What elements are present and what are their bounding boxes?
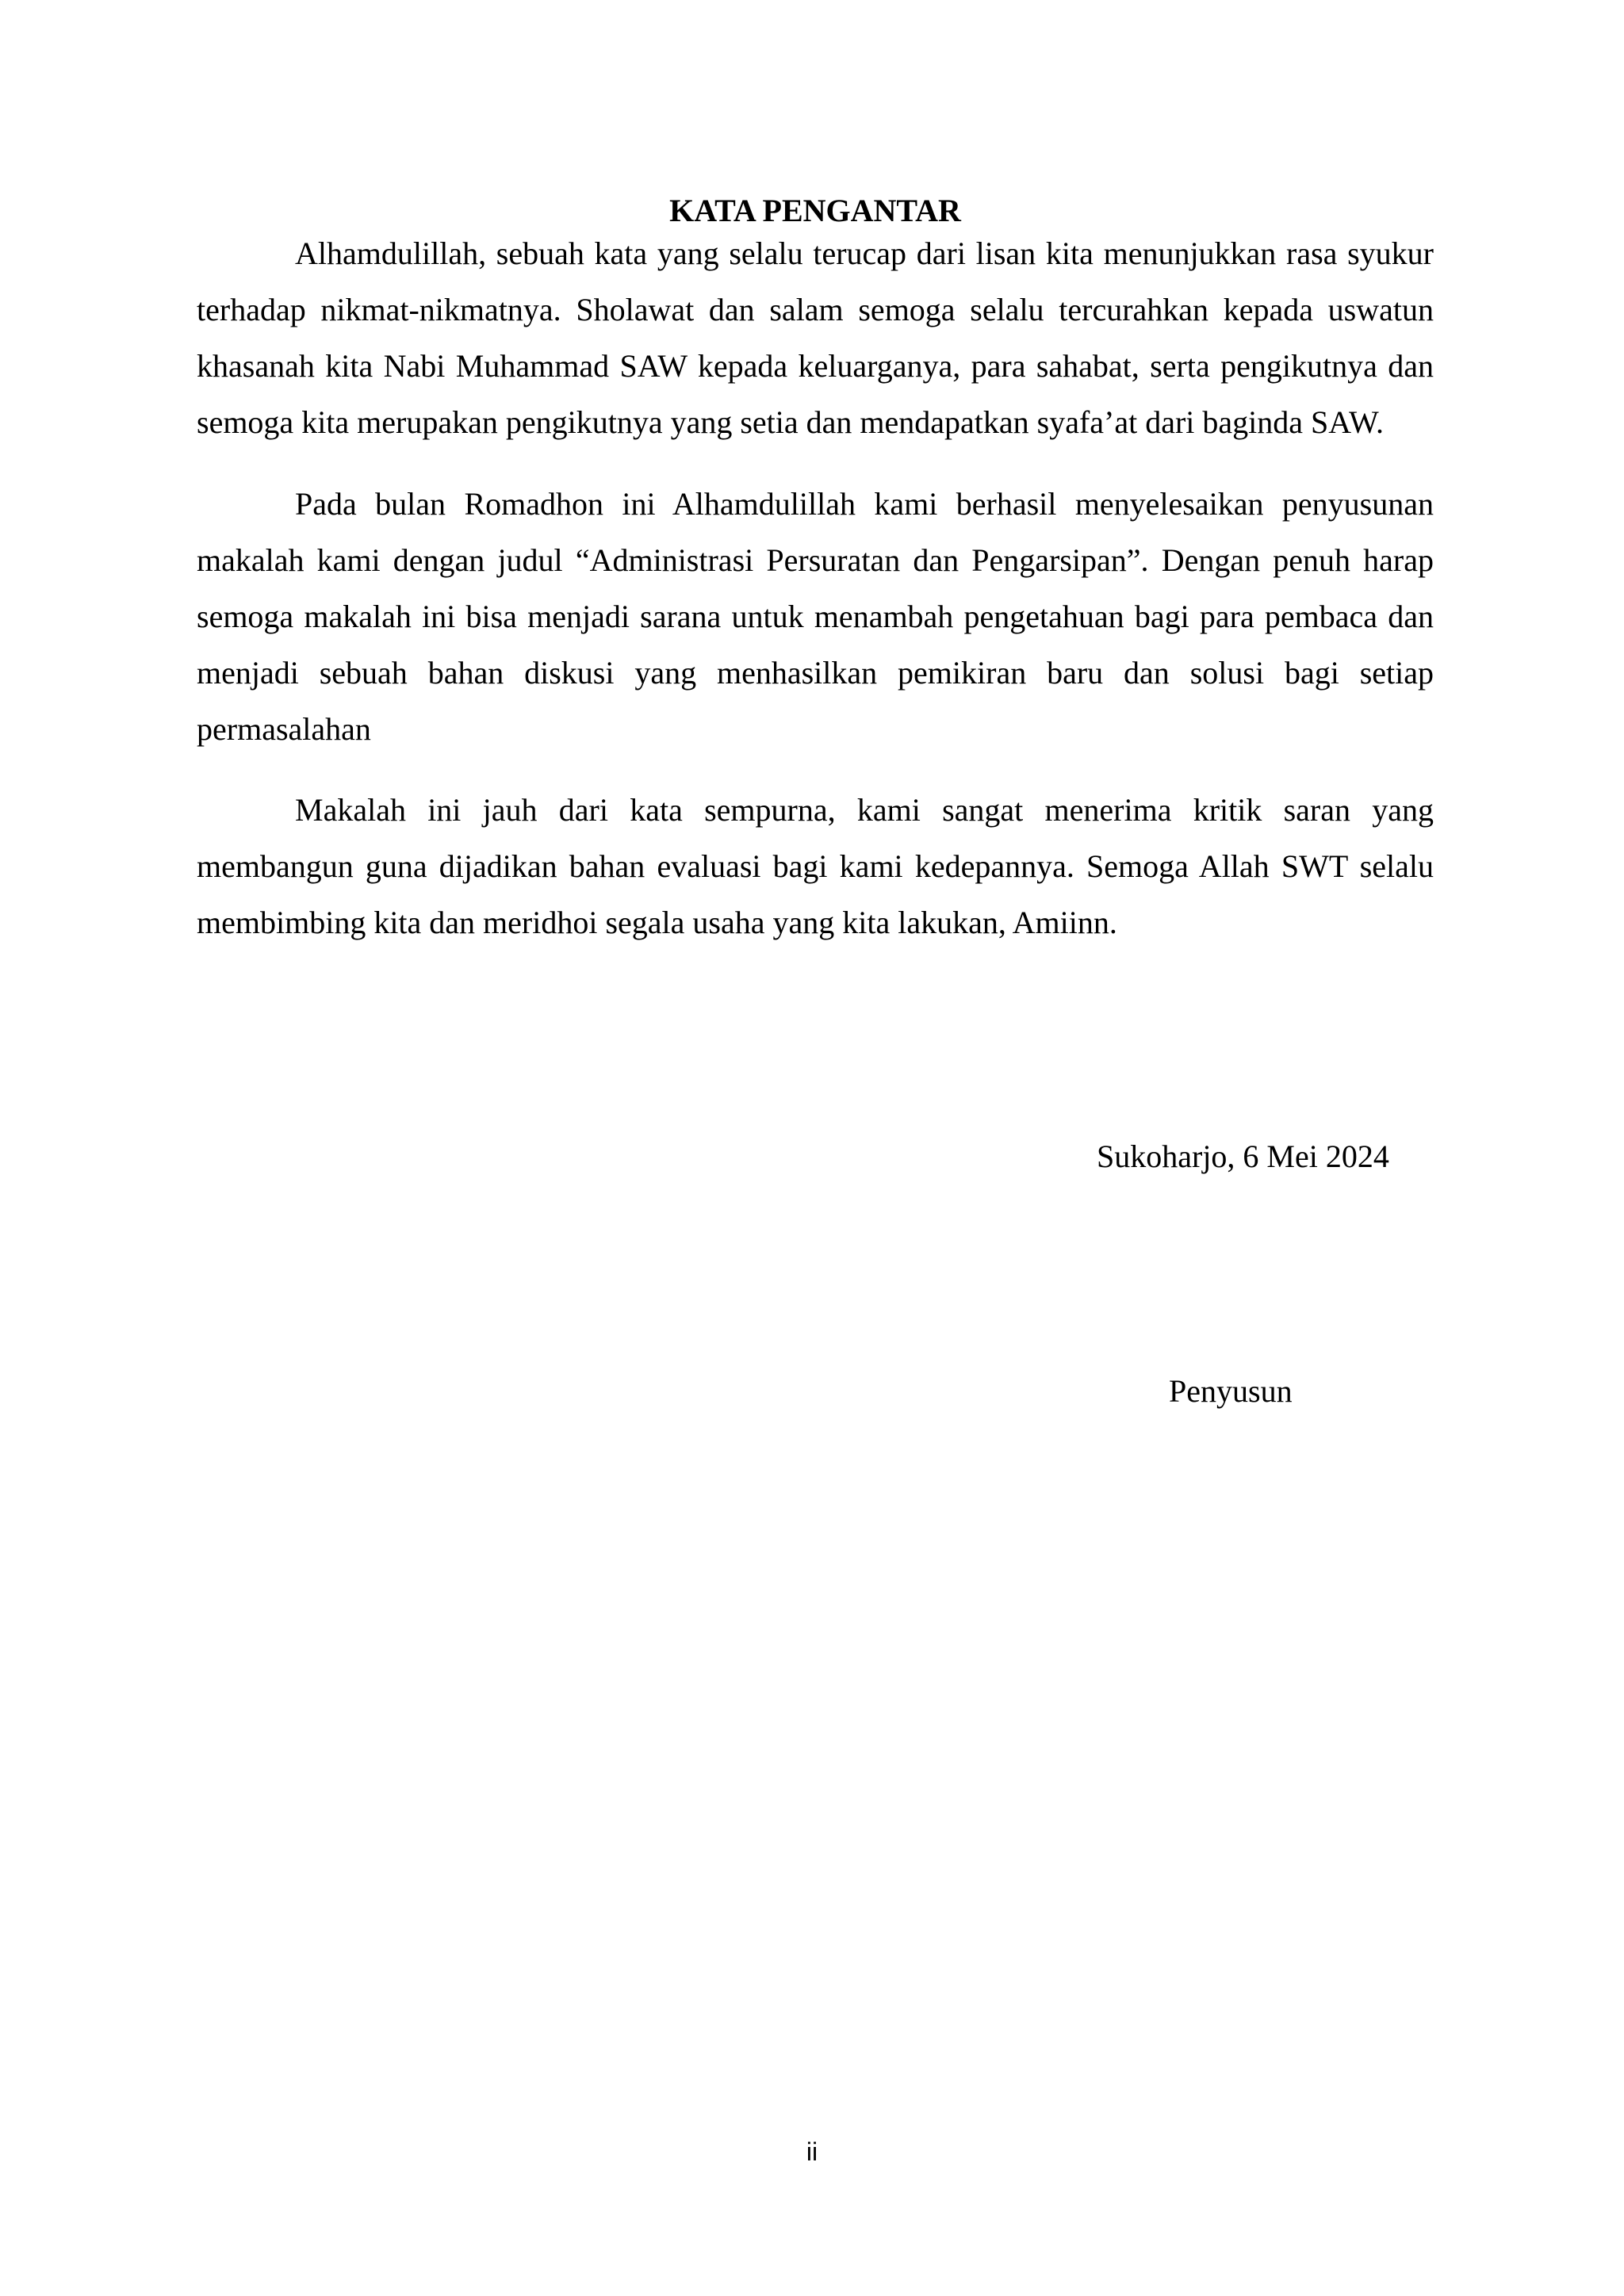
paragraph-1-text: Alhamdulillah, sebuah kata yang selalu terucap dari lisan kita menunjukkan rasa syukur terhadap nikmat-nikmatnya. Sholawat dan salam semoga selalu tercurahkan kepada uswatun khasanah kita Nabi Muhammad SAW kepada keluarganya, para sahabat, serta pengikutnya dan semoga kita merupakan pengikutnya yang setia dan mendapatkan syafa’at dari baginda SAW. [197, 235, 1434, 440]
paragraph-2 [197, 476, 1434, 757]
paragraph-3-text: Makalah ini jauh dari kata sempurna, kami sangat menerima kritik saran yang membangun guna dijadikan bahan evaluasi bagi kami kedepannya. Semoga Allah SWT selalu membimbing kita dan meridhoi segala usaha yang kita lakukan, Amiinn. [197, 792, 1434, 940]
paragraph-1 [197, 225, 1434, 450]
page-title: KATA PENGANTAR [669, 193, 961, 228]
page-number: ii [806, 2137, 818, 2166]
paragraph-3 [197, 782, 1434, 951]
place-and-date: Sukoharjo, 6 Mei 2024 [1097, 1138, 1389, 1174]
paragraph-2-text: Pada bulan Romadhon ini Alhamdulillah kami berhasil menyelesaikan penyusunan makalah kami dengan judul “Administrasi Persuratan dan Pengarsipan”. Dengan penuh harap semoga makalah ini bisa menjadi sarana untuk menambah pengetahuan bagi para pembaca dan menjadi sebuah bahan diskusi yang menhasilkan pemikiran baru dan solusi bagi setiap permasalahan [197, 486, 1434, 747]
author-label: Penyusun [1169, 1373, 1293, 1409]
